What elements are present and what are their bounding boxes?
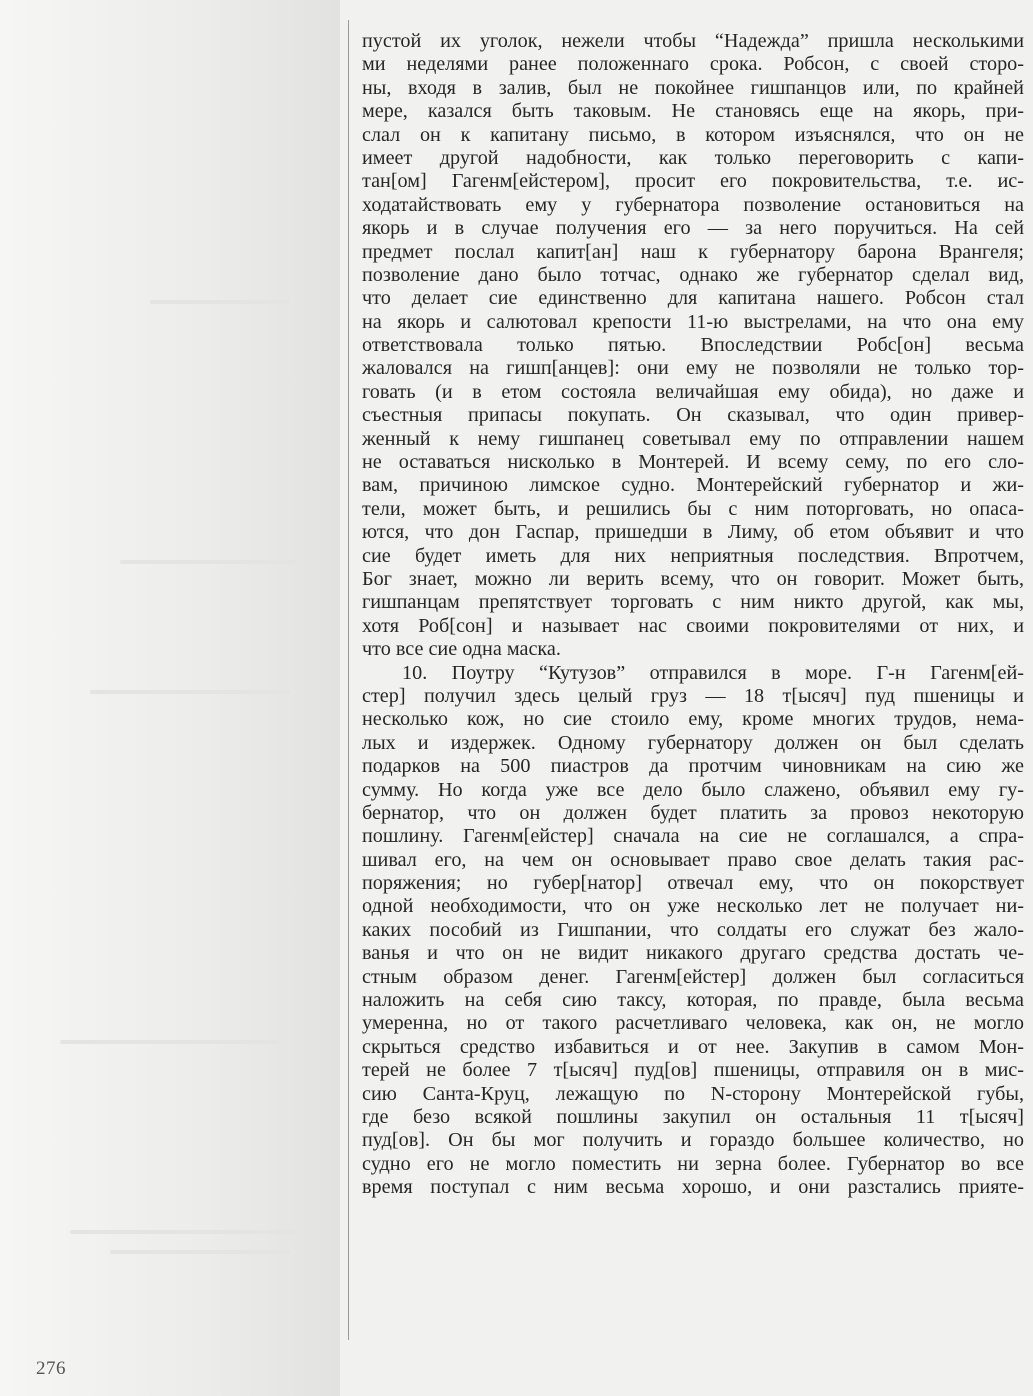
text-line: сию Санта-Круц, лежащую по N-сторону Монтерейской губы, bbox=[362, 1082, 1024, 1105]
text-line: стер] получил здесь целый груз — 18 т[ысяч] пуд пшеницы и bbox=[362, 684, 1024, 707]
text-line: каких пособий из Гишпании, что солдаты его служат без жало- bbox=[362, 918, 1024, 941]
facing-page-shadow bbox=[0, 0, 340, 1396]
text-line: подарков на 500 пиастров да протчим чиновникам на сию же bbox=[362, 755, 1024, 778]
text-line: на якорь и салютовал крепости 11-ю выстрелами, на что она ему bbox=[362, 310, 1024, 333]
text-line: ми неделями ранее положеннаго срока. Робсон, с своей сторо- bbox=[362, 53, 1024, 76]
text-line: ются, что дон Гаспар, пришедши в Лиму, об етом объявит и что bbox=[362, 521, 1024, 544]
text-line: пуд[ов]. Он бы мог получить и гораздо большее количество, но bbox=[362, 1129, 1024, 1152]
text-line: мере, казался быть таковым. Не становясь еще на якорь, при- bbox=[362, 100, 1024, 123]
text-line: стным образом денег. Гагенм[ейстер] должен был согласиться bbox=[362, 965, 1024, 988]
text-line: бернатор, что он должен будет платить за провоз некоторую bbox=[362, 801, 1024, 824]
text-line: вам, причиною лимское судно. Монтерейский губернатор и жи- bbox=[362, 474, 1024, 497]
text-line: что делает сие единственно для капитана нашего. Робсон стал bbox=[362, 287, 1024, 310]
text-line: не оставаться нисколько в Монтерей. И всему сему, по его сло- bbox=[362, 451, 1024, 474]
text-line: скрыться средство избавиться и от нее. Закупив в самом Мон- bbox=[362, 1035, 1024, 1058]
page-body-text bbox=[362, 30, 1024, 1200]
text-line: тан[ом] Гагенм[ейстером], просит его покровительства, т.е. ис- bbox=[362, 170, 1024, 193]
text-line: позволение дано было тотчас, однако же губернатор сделал вид, bbox=[362, 263, 1024, 286]
show-through-mark bbox=[60, 1040, 280, 1044]
text-line: пошлину. Гагенм[ейстер] сначала на сие не соглашался, а спра- bbox=[362, 825, 1024, 848]
show-through-mark bbox=[150, 300, 290, 304]
text-line: говать (и в етом состояла величайшая ему обида), но даже и bbox=[362, 380, 1024, 403]
show-through-mark bbox=[110, 1250, 290, 1254]
paragraph-start-line: 10. Поутру “Кутузов” отправился в море. Г-н Гагенм[ей- bbox=[402, 661, 1024, 684]
text-line: жаловался на гишп[анцев]: они ему не позволяли не только тор- bbox=[362, 357, 1024, 380]
page-gutter bbox=[348, 20, 349, 1340]
text-line: ны, входя в залив, был не покойнее гишпанцов или, по крайней bbox=[362, 76, 1024, 99]
text-line: шивал его, на чем он основывает право свое делать такия рас- bbox=[362, 848, 1024, 871]
page-number: 276 bbox=[36, 1358, 66, 1379]
text-line: где безо всякой пошлины закупил он остальныя 11 т[ысяч] bbox=[362, 1105, 1024, 1128]
text-line: якорь и в случае получения его — за него поручиться. На сей bbox=[362, 217, 1024, 240]
paragraph-end-line: что все сие одна маска. bbox=[362, 638, 561, 661]
text-line: сие будет иметь для них неприятныя последствия. Впротчем, bbox=[362, 544, 1024, 567]
text-line: слал он к капитану письмо, в котором изъяснялся, что он не bbox=[362, 123, 1024, 146]
show-through-mark bbox=[70, 1230, 300, 1234]
text-line: предмет послал капит[ан] наш к губернатору барона Врангеля; bbox=[362, 240, 1024, 263]
text-line: женный к нему гишпанец советывал ему по отправлении нашем bbox=[362, 427, 1024, 450]
text-line: умеренна, но от такого расчетливаго человека, как он, не могло bbox=[362, 1012, 1024, 1035]
text-line: поряжения; но губер[натор] отвечал ему, что он покорствует bbox=[362, 872, 1024, 895]
text-line: тели, может быть, и решились бы с ним поторговать, но опаса- bbox=[362, 497, 1024, 520]
show-through-mark bbox=[120, 560, 300, 564]
text-line: имеет другой надобности, как только переговорить с капи- bbox=[362, 146, 1024, 169]
text-line: судно его не могло поместить ни зерна более. Губернатор во все bbox=[362, 1152, 1024, 1175]
text-line: ходатайствовать ему у губернатора позволение остановиться на bbox=[362, 193, 1024, 216]
show-through-mark bbox=[90, 690, 290, 694]
text-line: ванья и что он не видит никакого другаго средства достать че- bbox=[362, 942, 1024, 965]
text-line: время поступал с ним весьма хорошо, и они разстались прияте- bbox=[362, 1176, 1024, 1199]
text-line: сумму. Но когда уже все дело было слажено, объявил ему гу- bbox=[362, 778, 1024, 801]
text-line: пустой их уголок, нежели чтобы “Надежда” пришла несколькими bbox=[362, 30, 1024, 52]
text-line: терей не более 7 т[ысяч] пуд[ов] пшеницы, отправиля он в мис- bbox=[362, 1059, 1024, 1082]
text-line: наложить на себя сию таксу, которая, по правде, была весьма bbox=[362, 989, 1024, 1012]
text-line: хотя Роб[сон] и называет нас своими покровителями от них, и bbox=[362, 614, 1024, 637]
text-line: гишпанцам препятствует торговать с ним никто другой, как мы, bbox=[362, 591, 1024, 614]
text-line: съестныя припасы покупать. Он сказывал, что один привер- bbox=[362, 404, 1024, 427]
text-line: одной необходимости, что он уже несколько лет не получает ни- bbox=[362, 895, 1024, 918]
text-line: Бог знает, можно ли верить всему, что он говорит. Может быть, bbox=[362, 567, 1024, 590]
text-line: ответствовала только пятью. Впоследствии Робс[он] весьма bbox=[362, 334, 1024, 357]
text-line: несколько кож, но сие стоило ему, кроме многих трудов, нема- bbox=[362, 708, 1024, 731]
text-line: лых и издержек. Одному губернатору должен он был сделать bbox=[362, 731, 1024, 754]
